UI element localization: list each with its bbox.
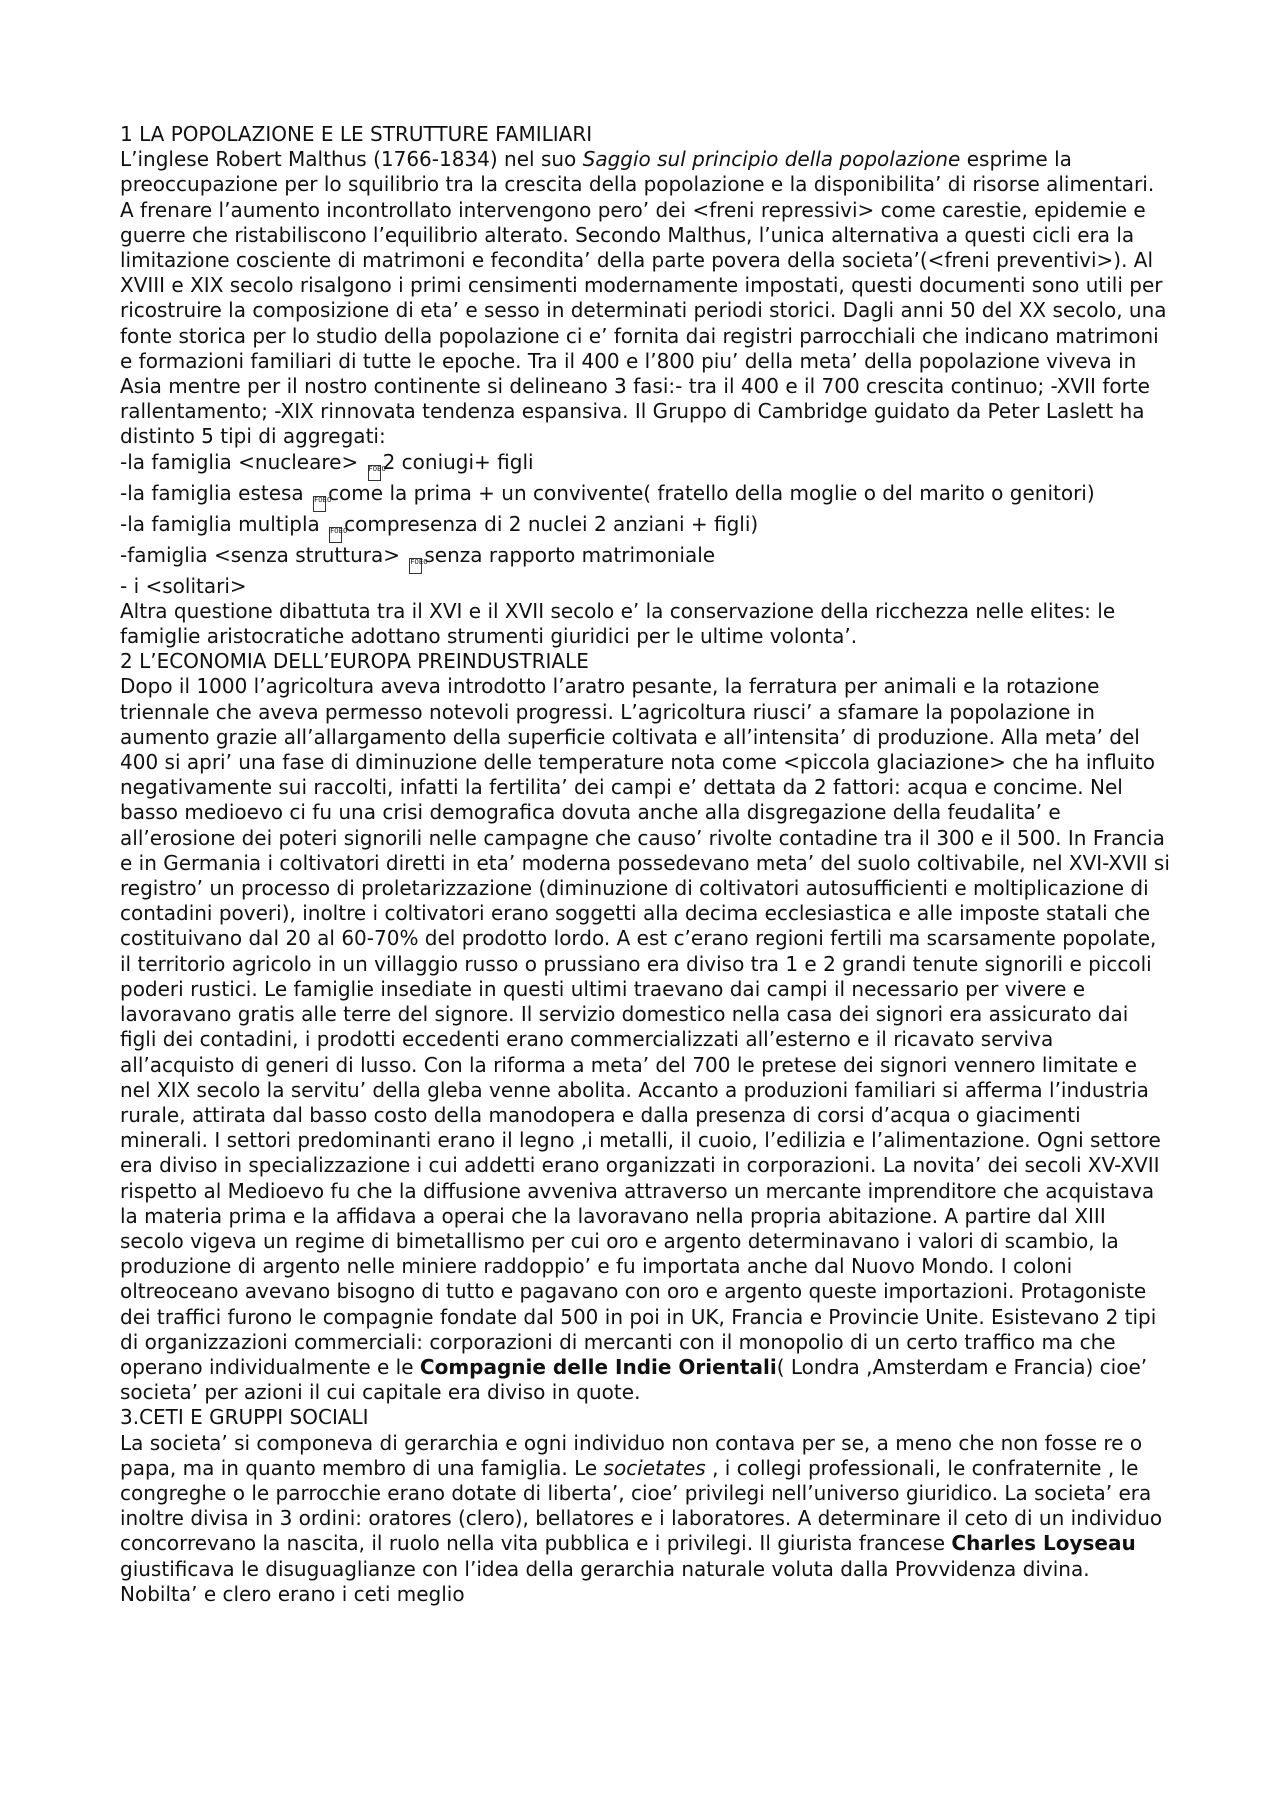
intro-text-end: esprime la preoccupazione per lo squilibrio tra la crescita della popolazione e la disponibilita’ di risorse alimentari. A frenare l’aumento incontrollato intervengono pero’ dei <freni repressivi> come carestie, epidemie e guerre che ristabiliscono l’equilibrio alterato. Secondo Malthus, l’unica alternativa a questi cicli era la limitazione cosciente di matrimoni e fecondita’ della parte povera della societa’(<freni preventivi>). Al XVIII e XIX secolo risalgono i primi censimenti modernamente impostati, questi documenti sono utili per ricostruire la composizione di eta’ e sesso in determinati periodi storici. Dagli anni 50 del XX secolo, una fonte storica per lo studio della popolazione ci e’ fornita dai registri parrocchiali che indicano matrimoni e formazioni familiari di tutte le epoche. Tra il 400 e l’800 piu’ della meta’ della popolazione viveva in Asia mentre per il nostro continente si delineano 3 fasi:- tra il 400 e il 700 crescita continuo; -XVII forte rallentamento; -XIX rinnovata tendenza espansiva. Il Gruppo di Cambridge guidato da Peter Laslett ha distinto 5 tipi di aggregati: (120, 147, 1167, 449)
bold-term-loyseau: Charles Loyseau (951, 1531, 1136, 1556)
list-item-multipla: -la famiglia multipla F0E0compresenza di 2 nuclei 2 anziani + figli) (120, 512, 1170, 543)
bold-term-compagnie: Compagnie delle Indie Orientali (419, 1354, 777, 1379)
section-heading-2: 2 L’ECONOMIA DELL’EUROPA PREINDUSTRIALE (120, 649, 589, 674)
list-item-nucleare: -la famiglia <nucleare> F0E02 coniugi+ figli (120, 450, 1170, 481)
section-1-intro (120, 147, 1170, 449)
italic-term-societates: societates (603, 1455, 706, 1480)
missing-glyph-icon: F0E0 (329, 527, 342, 543)
intro-text-start: L’inglese Robert Malthus (1766-1834) nel suo (120, 147, 583, 172)
section-2-paragraph: Dopo il 1000 l’agricoltura aveva introdotto l’aratro pesante, la ferratura per animali e la rotazione triennale che aveva permesso notevoli progressi. L’agricoltura riusci’ a sfamare la popolazione in aumento grazie all’allargamento della superficie coltivata e all’intensita’ di produzione. Alla meta’ del 400 si apri’ una fase di diminuzione delle temperature nota come <piccola glaciazione> che ha influito negativamente sui raccolti, infatti la fertilita’ dei campi e’ dettata da 2 fattori: acqua e concime. Nel basso medioevo ci fu una crisi demografica dovuta anche alla disgregazione della feudalita’ e all’erosione dei poteri signorili nelle campagne che causo’ rivolte contadine tra il 300 e il 500. In Francia e in Germania i coltivatori diretti in eta’ moderna possedevano meta’ del suolo coltivabile, nel XVI-XVII si registro’ un processo di proletarizzazione (diminuzione di coltivatori autosufficienti e moltiplicazione di contadini poveri), inoltre i coltivatori erano soggetti alla decima ecclesiastica e alle imposte statali che costituivano dal 20 al 60-70% del prodotto lordo. A est c’erano regioni fertili ma scarsamente popolate, il territorio agricolo in un villaggio russo o prussiano era diviso tra 1 e 2 grandi tenute signorili e piccoli poderi rustici. Le famiglie insediate in questi ultimi traevano dai campi il necessario per vivere e lavoravano gratis alle terre del signore. Il servizio domestico nella casa dei signori era assicurato dai figli dei contadini, i prodotti eccedenti erano commercializzati all’esterno e il ricavato serviva all’acquisto di generi di lusso. Con la riforma a meta’ del 700 le pretese dei signori vennero limitate e nel XIX secolo la servitu’ della gleba venne abolita. Accanto a produzioni familiari si afferma l’industria rurale, attirata dal basso costo della manodopera e dalla presenza di corsi d’acqua o giacimenti minerali. I settori predominanti erano il legno ,i metalli, il cuoio, l’edilizia e l’alimentazione. Ogni settore era diviso in specializzazione i cui addetti erano organizzati in corporazioni. La novita’ dei secoli XV-XVII rispetto al Medioevo fu che la diffusione avveniva attraverso un mercante imprenditore che acquistava la materia prima e la affidava a operai che la lavoravano nella propria abitazione. A partire dal XIII secolo vigeva un regime di bimetallismo per cui oro e argento determinavano i valori di scambio, la produzione di argento nelle miniere raddoppio’ e fu importata anche dal Nuovo Mondo. I coloni oltreoceano avevano bisogno di tutto e pagavano con oro e argento queste importazioni. Protagoniste dei traffici furono le compagnie fondate dal 500 in poi in UK, Francia e Provincie Unite. Esistevano 2 tipi di organizzazioni commerciali: corporazioni di mercanti con il monopolio di un certo traffico ma che operano individualmente e le Compagnie delle Indie Orientali( Londra ,Amsterdam e Francia) cioe’ societa’ per azioni il cui capitale era diviso in quote. (120, 674, 1170, 1405)
list-item-estesa: -la famiglia estesa F0E0come la prima + un convivente( fratello della moglie o del marito o genitori) (120, 481, 1170, 512)
list-item-senza-struttura: -famiglia <senza struttura> F0E0senza rapporto matrimoniale (120, 543, 1170, 574)
section-heading-3: 3.CETI E GRUPPI SOCIALI (120, 1405, 369, 1430)
missing-glyph-icon: F0E0 (409, 558, 422, 574)
section-3-paragraph: La societa’ si componeva di gerarchia e ogni individuo non contava per se, a meno che non fosse re o papa, ma in quanto membro di una famiglia. Le societates , i collegi professionali, le confraternite , le congreghe o le parrocchie erano dotate di liberta’, cioe’ privilegi nell’universo giuridico. La societa’ era inoltre divisa in 3 ordini: oratores (clero), bellatores e i laboratores. A determinare il ceto di un individuo concorrevano la nascita, il ruolo nella vita pubblica e i privilegi. Il giurista francese Charles Loyseau giustificava le disuguaglianze con l’idea della gerarchia naturale voluta dalla Provvidenza divina. Nobilta’ e clero erano i ceti meglio (120, 1430, 1163, 1606)
book-title: Saggio sul principio della popolazione (582, 147, 961, 172)
missing-glyph-icon: F0E0 (368, 465, 381, 481)
section-1-outro: Altra questione dibattuta tra il XVI e il XVII secolo e’ la conservazione della ricchezza nelle elites: le famiglie aristocratiche adottano strumenti giuridici per le ultime volonta’. (120, 598, 1116, 649)
document-page (120, 122, 1170, 1607)
list-item-solitari: - i <solitari> (120, 573, 247, 598)
section-heading-1: 1 LA POPOLAZIONE E LE STRUTTURE FAMILIARI (120, 122, 593, 146)
missing-glyph-icon: F0E0 (313, 496, 326, 512)
